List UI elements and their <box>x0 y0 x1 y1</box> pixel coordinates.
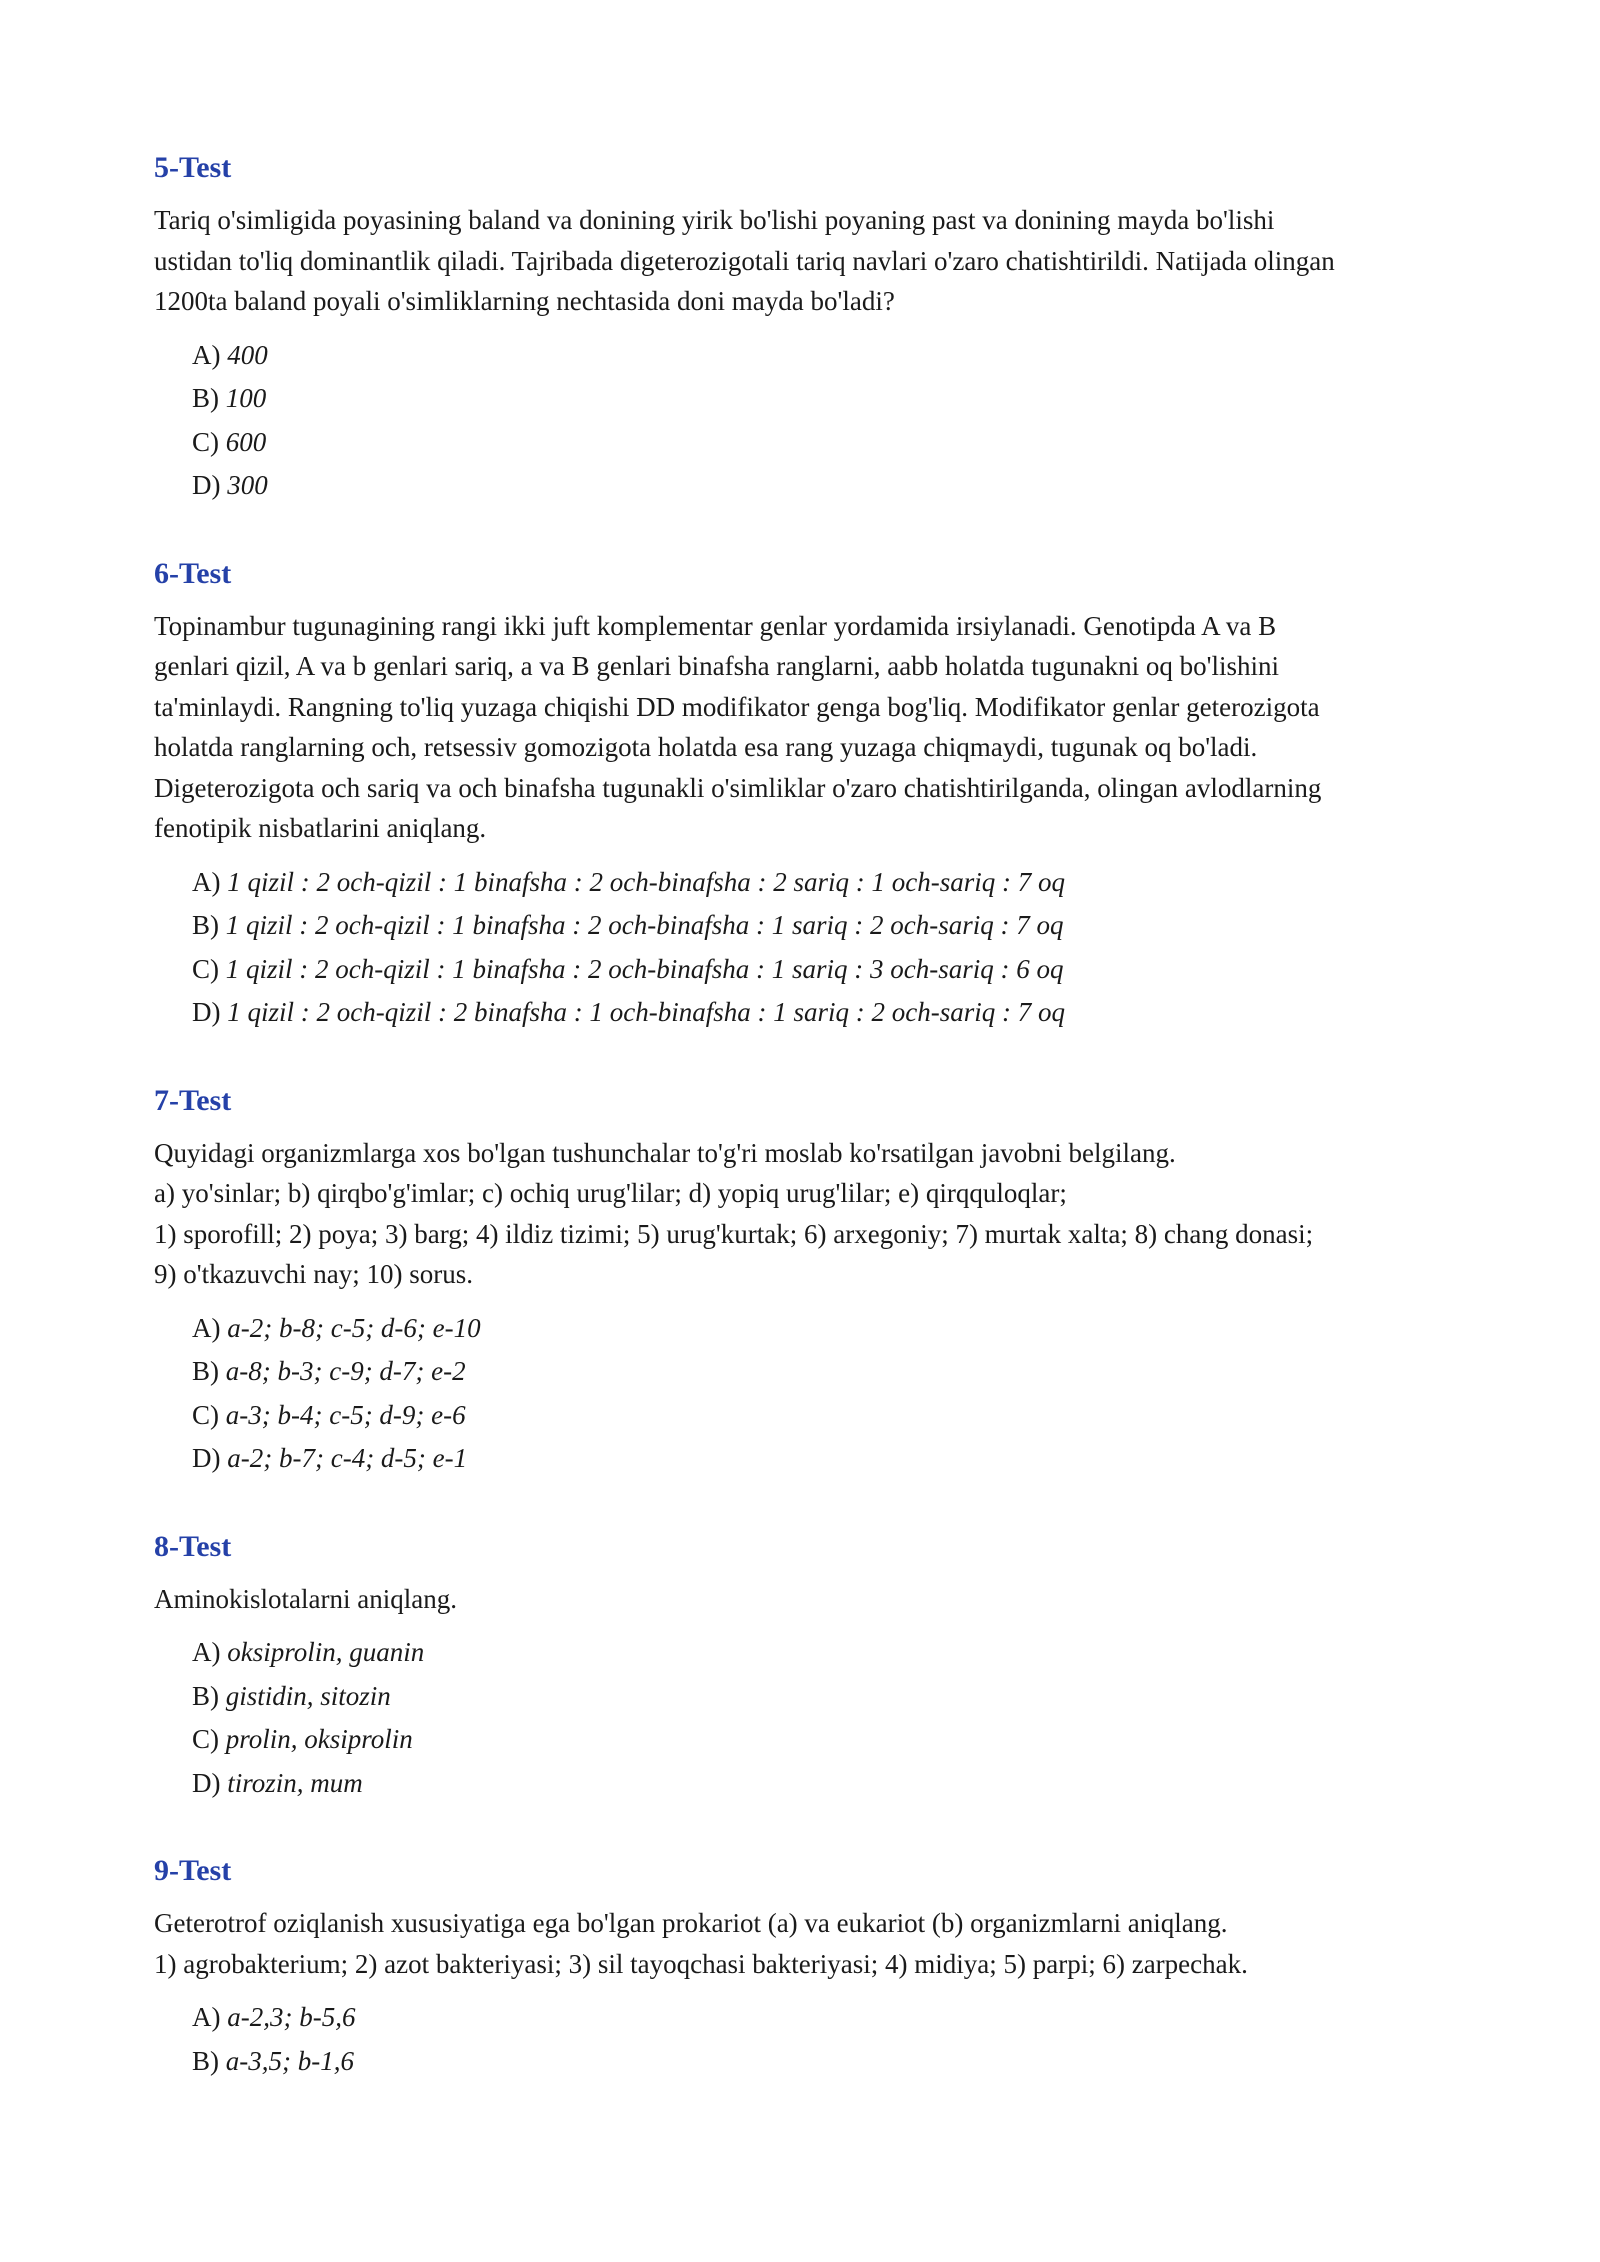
option-text: 100 <box>225 383 267 413</box>
question-text <box>154 606 1454 849</box>
option-letter: B) <box>192 910 219 940</box>
test-title: 6-Test <box>154 556 232 590</box>
question-line: 1200ta baland poyali o'simliklarning nechtasida doni mayda bo'ladi? <box>154 286 895 316</box>
answer-option <box>192 2040 1454 2084</box>
option-letter: B) <box>192 1356 219 1386</box>
test-title: 7-Test <box>154 1083 232 1117</box>
question-text <box>154 1579 1454 1620</box>
question-text <box>154 1903 1454 1984</box>
option-text: a-8; b-3; c-9; d-7; e-2 <box>225 1356 466 1386</box>
question-line: 1) sporofill; 2) poya; 3) barg; 4) ildiz tizimi; 5) urug'kurtak; 6) arxegoniy; 7) murtak xalta; 8) chang donasi; <box>154 1218 1314 1249</box>
answer-options <box>154 1996 1454 2083</box>
option-letter: A) <box>192 2002 221 2032</box>
answer-options <box>154 1307 1454 1481</box>
option-text: 1 qizil : 2 och-qizil : 1 binafsha : 2 och-binafsha : 1 sariq : 3 och-sariq : 6 oq <box>225 953 1064 984</box>
option-text: 1 qizil : 2 och-qizil : 1 binafsha : 2 och-binafsha : 1 sariq : 2 och-sariq : 7 oq <box>225 910 1064 940</box>
option-letter: C) <box>192 426 219 457</box>
option-letter: A) <box>192 1312 221 1343</box>
option-text: oksiprolin, guanin <box>227 1637 425 1667</box>
option-letter: B) <box>192 1680 219 1711</box>
question-line: ta'minlaydi. Rangning to'liq yuzaga chiqishi DD modifikator genga bog'liq. Modifikator genlar geterozigota <box>154 691 1320 722</box>
answer-option <box>192 1675 1454 1719</box>
test-title: 9-Test <box>154 1854 232 1887</box>
answer-options <box>154 861 1454 1035</box>
question-line: Tariq o'simligida poyasining baland va donining yirik bo'lishi poyaning past va donining mayda bo'lishi <box>154 205 1275 235</box>
option-text: a-2; b-7; c-4; d-5; e-1 <box>227 1443 468 1473</box>
question-line: ustidan to'liq dominantlik qiladi. Tajribada digeterozigotali tariq navlari o'zaro chatishtirildi. Natijada olingan <box>154 245 1335 276</box>
option-text: tirozin, mum <box>227 1767 363 1798</box>
answer-option <box>192 1394 1454 1438</box>
answer-option <box>192 1307 1454 1351</box>
answer-option <box>192 948 1454 992</box>
answer-options <box>154 334 1454 508</box>
option-text: 1 qizil : 2 och-qizil : 2 binafsha : 1 och-binafsha : 1 sariq : 2 och-sariq : 7 oq <box>227 997 1065 1027</box>
option-letter: C) <box>192 953 219 984</box>
document-page <box>154 148 1454 2129</box>
option-text: a-2; b-8; c-5; d-6; e-10 <box>227 1312 481 1343</box>
option-text: a-3; b-4; c-5; d-9; e-6 <box>225 1399 466 1430</box>
question-line: fenotipik nisbatlarini aniqlang. <box>154 813 487 843</box>
option-text: 600 <box>225 426 267 457</box>
test-section <box>154 554 1454 1035</box>
option-letter: D) <box>192 997 221 1027</box>
question-line: Quyidagi organizmlarga xos bo'lgan tushunchalar to'g'ri moslab ko'rsatilgan javobni belgilang. <box>154 1137 1176 1168</box>
option-letter: B) <box>192 2045 219 2076</box>
option-letter: A) <box>192 1637 221 1667</box>
option-text: gistidin, sitozin <box>225 1680 391 1711</box>
test-section <box>154 1081 1454 1481</box>
answer-option <box>192 1437 1454 1481</box>
question-line: a) yo'sinlar; b) qirqbo'g'imlar; c) ochiq urug'lilar; d) yopiq urug'lilar; e) qirqquloqlar; <box>154 1178 1067 1208</box>
answer-option <box>192 464 1454 508</box>
option-letter: A) <box>192 339 221 370</box>
option-letter: A) <box>192 866 221 897</box>
option-letter: D) <box>192 1443 221 1473</box>
option-letter: B) <box>192 383 219 413</box>
option-text: 400 <box>227 339 268 370</box>
question-line: Aminokislotalarni aniqlang. <box>154 1583 457 1614</box>
answer-option <box>192 904 1454 948</box>
option-text: 1 qizil : 2 och-qizil : 1 binafsha : 2 och-binafsha : 2 sariq : 1 och-sariq : 7 oq <box>227 866 1065 897</box>
question-line: 1) agrobakterium; 2) azot bakteriyasi; 3) sil tayoqchasi bakteriyasi; 4) midiya; 5) parpi; 6) zarpechak. <box>154 1948 1248 1979</box>
question-text <box>154 200 1454 322</box>
option-letter: D) <box>192 1767 221 1798</box>
test-title: 8-Test <box>154 1529 232 1563</box>
question-line: 9) o'tkazuvchi nay; 10) sorus. <box>154 1259 474 1289</box>
answer-option <box>192 861 1454 905</box>
option-letter: C) <box>192 1724 219 1754</box>
test-section <box>154 1851 1454 2083</box>
answer-option <box>192 377 1454 421</box>
question-line: Geterotrof oziqlanish xususiyatiga ega bo'lgan prokariot (a) va eukariot (b) organizmlarni aniqlang. <box>154 1908 1228 1938</box>
answer-option <box>192 1631 1454 1675</box>
answer-option <box>192 1762 1454 1806</box>
question-line: holatda ranglarning och, retsessiv gomozigota holatda esa rang yuzaga chiqmaydi, tugunak oq bo'ladi. <box>154 732 1258 762</box>
option-text: a-2,3; b-5,6 <box>227 2002 356 2032</box>
answer-option <box>192 334 1454 378</box>
test-title: 5-Test <box>154 151 232 184</box>
option-letter: C) <box>192 1399 219 1430</box>
option-text: a-3,5; b-1,6 <box>225 2045 354 2076</box>
option-letter: D) <box>192 470 221 500</box>
answer-option <box>192 991 1454 1035</box>
option-text: 300 <box>227 470 268 500</box>
question-line: genlari qizil, A va b genlari sariq, a va B genlari binafsha ranglarni, aabb holatda tugunakni oq bo'lishini <box>154 651 1280 681</box>
answer-option <box>192 421 1454 465</box>
test-section <box>154 148 1454 508</box>
answer-option <box>192 1350 1454 1394</box>
question-text <box>154 1133 1454 1295</box>
answer-option <box>192 1996 1454 2040</box>
answer-option <box>192 1718 1454 1762</box>
question-line: Topinambur tugunagining rangi ikki juft komplementar genlar yordamida irsiylanadi. Genotipda A va B <box>154 610 1277 641</box>
question-line: Digeterozigota och sariq va och binafsha tugunakli o'simliklar o'zaro chatishtirilganda, olingan avlodlarning <box>154 772 1322 803</box>
answer-options <box>154 1631 1454 1805</box>
test-section <box>154 1527 1454 1806</box>
option-text: prolin, oksiprolin <box>225 1724 413 1754</box>
